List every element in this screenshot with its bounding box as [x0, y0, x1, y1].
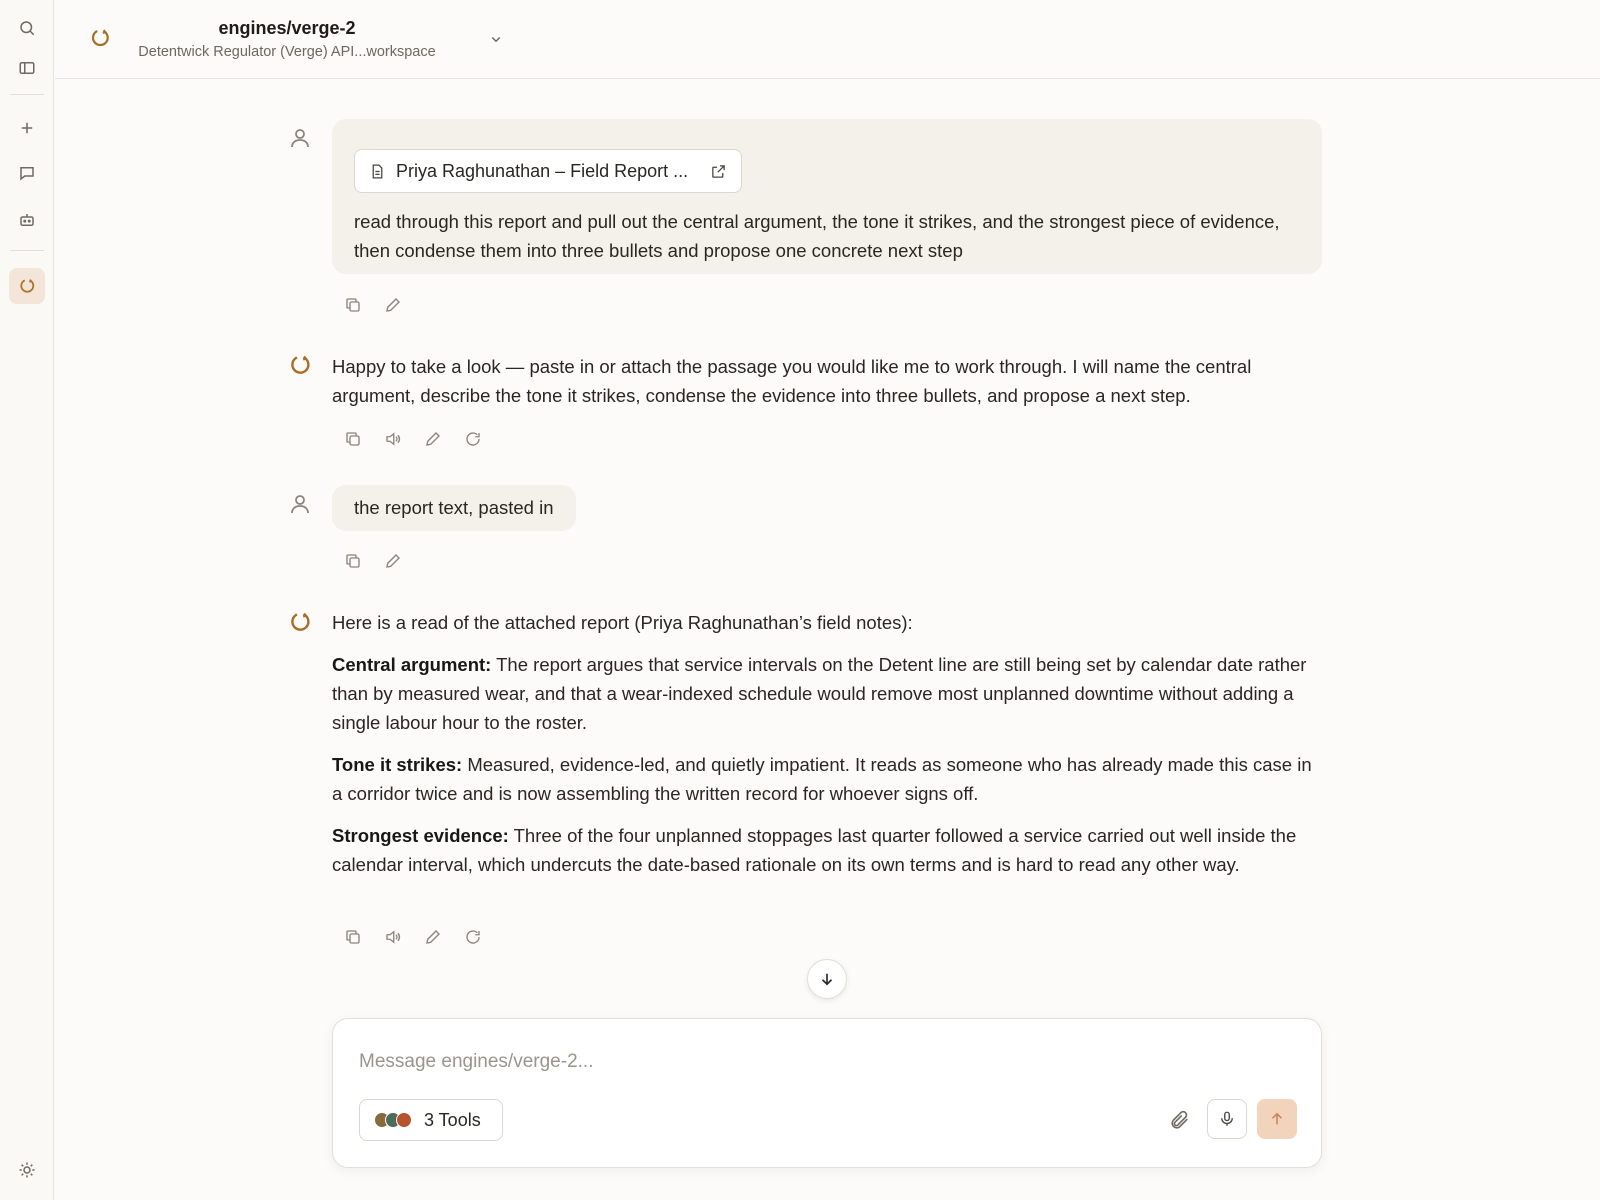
- attachment-chip[interactable]: [354, 149, 742, 193]
- assistant-intro: Here is a read of the attached report (Priya Raghunathan’s field notes):: [332, 612, 913, 633]
- tools-button[interactable]: [359, 1099, 503, 1141]
- message-input[interactable]: [359, 1051, 1259, 1081]
- send-button[interactable]: [1257, 1099, 1297, 1139]
- model-title[interactable]: engines/verge-2: [218, 18, 356, 38]
- arrow-up-icon: [1268, 1110, 1286, 1128]
- copy-icon[interactable]: [344, 928, 362, 946]
- section-text: The report argues that service intervals on the Detent line are still being set by calendar date rather than by measured wear, and that a wear-indexed schedule would remove most unplanned downtime without adding a single labour hour to the roster.: [332, 654, 1307, 733]
- assistant-message: [332, 352, 1314, 423]
- model-subtitle: Detentwick Regulator (Verge) API...workspace: [138, 44, 436, 60]
- assistant-avatar-icon: [288, 353, 312, 377]
- user-avatar-icon: [288, 492, 312, 516]
- tool-dots: [374, 1112, 412, 1128]
- user-avatar-icon: [288, 126, 312, 150]
- tools-label: 3 Tools: [424, 1109, 481, 1130]
- central-argument-paragraph: [332, 650, 1314, 737]
- assistant-message: [332, 608, 1314, 892]
- speaker-icon[interactable]: [384, 430, 402, 448]
- microphone-button[interactable]: [1207, 1099, 1247, 1139]
- edit-icon[interactable]: [424, 430, 442, 448]
- document-icon: [369, 163, 386, 180]
- new-chat-plus-icon[interactable]: [9, 110, 45, 146]
- attachment-name: Priya Raghunathan – Field Report ...: [396, 160, 689, 181]
- section-label: Strongest evidence:: [332, 825, 509, 846]
- user-message-bubble: [332, 485, 576, 531]
- section-text: Measured, evidence-led, and quietly impatient. It reads as someone who has already made this case in a corridor twice and is now assembling the written record for whoever signs off.: [332, 754, 1312, 804]
- section-label: Tone it strikes:: [332, 754, 463, 775]
- user-message-bubble: [332, 119, 1322, 274]
- paperclip-icon[interactable]: [1169, 1109, 1191, 1131]
- external-link-icon[interactable]: [710, 163, 727, 180]
- tone-paragraph: [332, 750, 1314, 808]
- microphone-icon: [1218, 1110, 1236, 1128]
- theme-icon[interactable]: [9, 1152, 45, 1188]
- section-text: Three of the four unplanned stoppages last quarter followed a service carried out well inside the calendar interval, which undercuts the date-based rationale on its own terms and is hard to read any other way.: [332, 825, 1297, 875]
- speaker-icon[interactable]: [384, 928, 402, 946]
- message-actions: [344, 430, 482, 452]
- message-actions: [344, 928, 482, 950]
- model-logo-icon[interactable]: [9, 268, 45, 304]
- user-message-text: read through this report and pull out the central argument, the tone it strikes, and the strongest piece of evidence, then condense them into three bullets and propose one concrete next step: [354, 211, 1280, 261]
- copy-icon[interactable]: [344, 552, 362, 570]
- assistant-message-text: Happy to take a look — paste in or attach the passage you would like me to work through. I will name the central argument, describe the tone it strikes, condense the evidence into three bullets, and propose a next step.: [332, 356, 1252, 406]
- edit-icon[interactable]: [384, 552, 402, 570]
- copy-icon[interactable]: [344, 430, 362, 448]
- bot-icon[interactable]: [9, 202, 45, 238]
- edit-icon[interactable]: [424, 928, 442, 946]
- sidebar-toggle-icon[interactable]: [9, 50, 45, 86]
- message-actions: [344, 552, 402, 574]
- edit-icon[interactable]: [384, 296, 402, 314]
- search-icon[interactable]: [9, 10, 45, 46]
- tool-dot-icon: [396, 1112, 412, 1128]
- evidence-paragraph: [332, 821, 1314, 879]
- regenerate-icon[interactable]: [464, 928, 482, 946]
- rail-divider: [10, 250, 44, 251]
- message-composer: [332, 1018, 1322, 1168]
- regenerate-icon[interactable]: [464, 430, 482, 448]
- chevron-down-icon[interactable]: [487, 30, 505, 48]
- left-rail: [0, 0, 54, 1200]
- message-actions: [344, 296, 402, 318]
- scroll-to-bottom-button[interactable]: [807, 959, 847, 999]
- assistant-avatar-icon: [288, 610, 312, 634]
- chat-header: [55, 0, 1600, 79]
- section-label: Central argument:: [332, 654, 492, 675]
- copy-icon[interactable]: [344, 296, 362, 314]
- chat-icon[interactable]: [9, 155, 45, 191]
- model-logo-icon: [89, 27, 111, 49]
- user-message-text: the report text, pasted in: [354, 497, 554, 518]
- arrow-down-icon: [818, 970, 836, 988]
- rail-divider: [10, 94, 44, 95]
